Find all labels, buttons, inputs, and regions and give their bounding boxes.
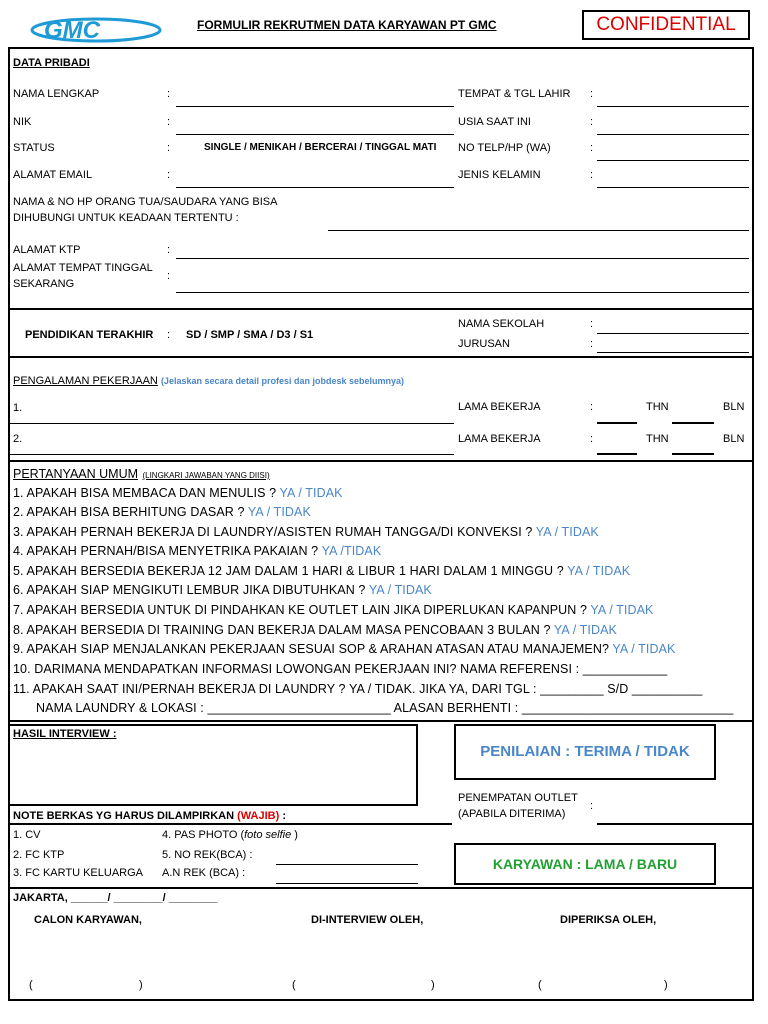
doc-bank-name: A.N REK (BCA) : (162, 867, 246, 879)
label-gender: JENIS KELAMIN (458, 169, 541, 181)
email-field[interactable] (176, 187, 454, 188)
birth-field[interactable] (597, 106, 749, 107)
education-options[interactable]: SD / SMP / SMA / D3 / S1 (186, 329, 314, 341)
label-placement-line2: (APABILA DITERIMA) (458, 808, 566, 820)
question-item: 5. APAKAH BERSEDIA BEKERJA 12 JAM DALAM 1 HARI & LIBUR 1 HARI DALAM 1 MINGGU ? YA / TIDAK (13, 564, 631, 578)
answer-options[interactable]: YA / TIDAK (279, 486, 343, 500)
experience-row-1-year-field[interactable] (597, 422, 637, 424)
divider (8, 308, 752, 310)
experience-row-2-month: BLN (723, 433, 745, 445)
assessment-box[interactable]: PENILAIAN : TERIMA / TIDAK (454, 724, 716, 780)
label-age: USIA SAAT INI (458, 116, 531, 128)
major-field[interactable] (597, 352, 749, 353)
colon: : (167, 244, 171, 256)
colon: : (167, 169, 171, 181)
signature-candidate-close: ) (139, 979, 143, 991)
divider (8, 887, 752, 889)
doc-cv: 1. CV (13, 829, 41, 841)
question-item: 8. APAKAH BERSEDIA DI TRAINING DAN BEKERJA DALAM MASA PENCOBAAN 3 BULAN ? YA / TIDAK (13, 623, 617, 637)
emergency-field[interactable] (328, 230, 749, 231)
label-placement-line1: PENEMPATAN OUTLET (458, 792, 578, 804)
label-candidate: CALON KARYAWAN, (34, 914, 142, 926)
question-11[interactable]: 11. APAKAH SAAT INI/PERNAH BEKERJA DI LAUNDRY ? YA / TIDAK. JIKA YA, DARI TGL : _________ S/D __________ (13, 682, 703, 696)
answer-options[interactable]: YA / TIDAK (553, 623, 617, 637)
question-item: 2. APAKAH BISA BERHITUNG DASAR ? YA / TIDAK (13, 505, 311, 519)
label-nik: NIK (13, 116, 32, 128)
label-emergency-line1: NAMA & NO HP ORANG TUA/SAUDARA YANG BISA (13, 196, 278, 208)
experience-row-2-duration: LAMA BEKERJA (458, 433, 541, 445)
colon: : (167, 116, 171, 128)
place-date[interactable]: JAKARTA, ______/ ________/ ________ (13, 892, 218, 904)
question-item: 6. APAKAH SIAP MENGIKUTI LEMBUR JIKA DIBUTUHKAN ? YA / TIDAK (13, 583, 432, 597)
signature-checker-open: ( (538, 979, 542, 991)
doc-ktp: 2. FC KTP (13, 849, 65, 861)
label-status: STATUS (13, 142, 55, 154)
answer-options[interactable]: YA / TIDAK (612, 642, 676, 656)
colon: : (590, 88, 594, 100)
question-item: 9. APAKAH SIAP MENJALANKAN PEKERJAAN SESUAI SOP & ARAHAN ATASAN ATAU MANAJEMEN? YA / TIDAK (13, 642, 676, 656)
experience-row-2-year: THN (646, 433, 669, 445)
question-item: 1. APAKAH BISA MEMBACA DAN MENULIS ? YA / TIDAK (13, 486, 343, 500)
section-experience (13, 375, 404, 387)
divider (8, 823, 452, 825)
experience-row-1-month: BLN (723, 401, 745, 413)
logo-text: GMC (44, 17, 100, 44)
required-label: (WAJIB) (237, 810, 280, 822)
colon: : (590, 338, 594, 350)
label-major: JURUSAN (458, 338, 510, 350)
colon: : (590, 142, 594, 154)
colon: : (167, 142, 171, 154)
status-options[interactable]: SINGLE / MENIKAH / BERCERAI / TINGGAL MATI (204, 142, 437, 153)
experience-row-2-field[interactable] (8, 454, 454, 455)
questions-title: PERTANYAAN UMUM (13, 467, 139, 481)
experience-row-1-month-field[interactable] (672, 422, 714, 424)
phone-field[interactable] (597, 160, 749, 161)
bank-no-field[interactable] (276, 864, 418, 865)
bank-name-field[interactable] (276, 883, 418, 884)
section-personal: DATA PRIBADI (13, 57, 90, 69)
answer-options[interactable]: YA /TIDAK (321, 544, 382, 558)
question-item: 3. APAKAH PERNAH BEKERJA DI LAUNDRY/ASISTEN RUMAH TANGGA/DI KONVEKSI ? YA / TIDAK (13, 525, 599, 539)
question-10[interactable]: 10. DARIMANA MENDAPATKAN INFORMASI LOWONGAN PEKERJAAN INI? NAMA REFERENSI : ____________ (13, 662, 668, 676)
answer-options[interactable]: YA / TIDAK (368, 583, 432, 597)
questions-subtitle: (LINGKARI JAWABAN YANG DIISI) (142, 471, 270, 480)
signature-candidate-open: ( (29, 979, 33, 991)
question-11-detail[interactable]: NAMA LAUNDRY & LOKASI : __________________________ ALASAN BERHENTI : ______________________________ (36, 701, 734, 715)
label-current-address-line2: SEKARANG (13, 278, 75, 290)
question-item: 7. APAKAH BERSEDIA UNTUK DI PINDAHKAN KE OUTLET LAIN JIKA DIPERLUKAN KAPANPUN ? YA / TIDAK (13, 603, 654, 617)
divider (8, 720, 752, 722)
label-education: PENDIDIKAN TERAKHIR (25, 329, 154, 341)
employee-type-box[interactable]: KARYAWAN : LAMA / BARU (454, 843, 716, 885)
label-school: NAMA SEKOLAH (458, 318, 545, 330)
gender-field[interactable] (597, 187, 749, 188)
answer-options[interactable]: YA / TIDAK (247, 505, 311, 519)
experience-title: PENGALAMAN PEKERJAAN (13, 375, 158, 387)
experience-row-1-num: 1. (13, 402, 23, 414)
signature-interviewer-close: ) (431, 979, 435, 991)
colon: : (590, 116, 594, 128)
colon: : (590, 401, 594, 413)
current-address-field[interactable] (176, 292, 749, 293)
label-birth: TEMPAT & TGL LAHIR (458, 88, 571, 100)
experience-row-2-month-field[interactable] (672, 453, 714, 455)
experience-row-2-num: 2. (13, 433, 23, 445)
experience-row-1-field[interactable] (8, 423, 454, 424)
label-interview-result: HASIL INTERVIEW : (13, 728, 117, 740)
experience-row-1-year: THN (646, 401, 669, 413)
ktp-address-field[interactable] (176, 258, 749, 259)
signature-interviewer-open: ( (292, 979, 296, 991)
label-full-name: NAMA LENGKAP (13, 88, 100, 100)
doc-bank-no: 5. NO REK(BCA) : (162, 849, 253, 861)
nik-field[interactable] (176, 134, 454, 135)
school-field[interactable] (597, 333, 749, 334)
form-title: FORMULIR REKRUTMEN DATA KARYAWAN PT GMC (197, 18, 497, 32)
age-field[interactable] (597, 134, 749, 135)
question-item: 4. APAKAH PERNAH/BISA MENYETRIKA PAKAIAN ? YA /TIDAK (13, 544, 382, 558)
label-emergency-line2: DIHUBUNGI UNTUK KEADAAN TERTENTU : (13, 212, 239, 224)
label-interviewer: DI-INTERVIEW OLEH, (311, 914, 424, 926)
answer-options[interactable]: YA / TIDAK (590, 603, 654, 617)
colon: : (590, 433, 594, 445)
doc-kk: 3. FC KARTU KELUARGA (13, 867, 143, 879)
documents-title: NOTE BERKAS YG HARUS DILAMPIRKAN (WAJIB) : (13, 810, 286, 822)
label-current-address-line1: ALAMAT TEMPAT TINGGAL (13, 262, 153, 274)
colon: : (590, 800, 594, 812)
colon: : (167, 329, 171, 341)
answer-options[interactable]: YA / TIDAK (567, 564, 631, 578)
experience-row-2-year-field[interactable] (597, 453, 637, 455)
company-logo (30, 12, 162, 44)
experience-row-1-duration: LAMA BEKERJA (458, 401, 541, 413)
experience-note: (Jelaskan secara detail profesi dan jobdesk sebelumnya) (160, 376, 405, 386)
placement-field[interactable] (597, 823, 752, 825)
colon: : (167, 88, 171, 100)
section-questions (13, 465, 270, 483)
label-ktp-address: ALAMAT KTP (13, 244, 81, 256)
colon: : (590, 169, 594, 181)
label-email: ALAMAT EMAIL (13, 169, 93, 181)
divider (8, 460, 752, 462)
label-checker: DIPERIKSA OLEH, (560, 914, 657, 926)
colon: : (167, 270, 171, 282)
full-name-field[interactable] (176, 106, 454, 107)
signature-checker-close: ) (664, 979, 668, 991)
colon: : (590, 318, 594, 330)
answer-options[interactable]: YA / TIDAK (535, 525, 599, 539)
label-phone: NO TELP/HP (WA) (458, 142, 551, 154)
doc-photo: 4. PAS PHOTO (foto selfie ) (162, 829, 298, 841)
divider (8, 356, 752, 358)
confidential-badge: CONFIDENTIAL (582, 10, 750, 40)
